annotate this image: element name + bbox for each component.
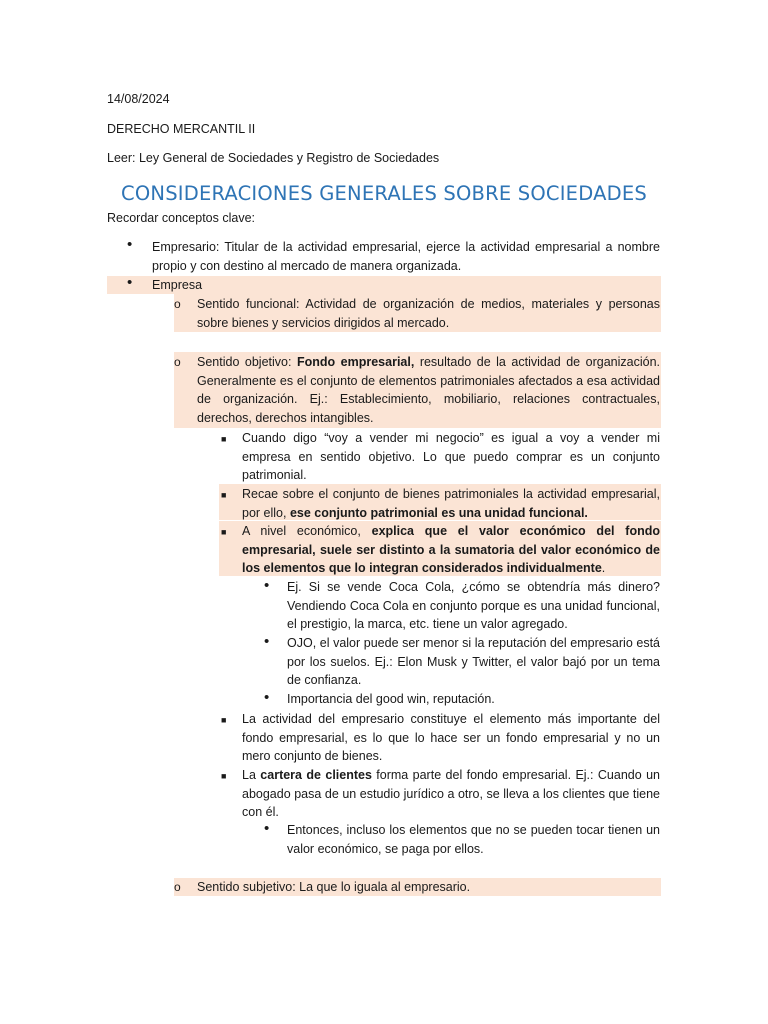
list-item-ojo: OJO, el valor puede ser menor si la reputación del empresario está por los suelos. Ej.: Elon Musk y Twitter, el valor bajó por un tema de confianza. — [287, 636, 660, 688]
square-marker: ■ — [221, 527, 227, 537]
bullet-marker: • — [127, 236, 133, 253]
course-line: DERECHO MERCANTIL II — [107, 122, 256, 136]
list-item-negocio: Cuando digo “voy a vender mi negocio” es igual a voy a vender mi empresa en sentido objetivo. Lo que puedo comprar es un conjunto patrimonial. — [242, 431, 660, 483]
list-item-intangibles: Entonces, incluso los elementos que no se pueden tocar tienen un valor económico, se paga por ellos. — [287, 823, 660, 856]
list-item-sentido-subjetivo: Sentido subjetivo: La que lo iguala al empresario. — [197, 880, 471, 894]
list-item-good-win: Importancia del good win, reputación. — [287, 692, 495, 706]
list-item-cartera: La cartera de clientes forma parte del fondo empresarial. Ej.: Cuando un abogado pasa de un estudio jurídico a otro, se lleva a los clientes que tiene con él. — [242, 768, 660, 820]
reading-line: Leer: Ley General de Sociedades y Registro de Sociedades — [107, 151, 440, 165]
list-item-empresa: Empresa — [152, 278, 203, 292]
bullet-marker: • — [264, 820, 270, 837]
bullet-marker: • — [127, 274, 133, 291]
circle-marker: o — [174, 355, 181, 369]
circle-marker: o — [174, 297, 181, 311]
list-item-economico: A nivel económico, explica que el valor económico del fondo empresarial, suele ser distinto a la sumatoria del valor económico de los elementos que lo integran considerados individualmente. — [242, 524, 660, 576]
square-marker: ■ — [221, 434, 227, 444]
page-title: CONSIDERACIONES GENERALES SOBRE SOCIEDADES — [121, 182, 647, 205]
bullet-marker: • — [264, 689, 270, 706]
square-marker: ■ — [221, 771, 227, 781]
list-item-coca-cola: Ej. Si se vende Coca Cola, ¿cómo se obtendría más dinero? Vendiendo Coca Cola en conjunto porque es una unidad funcional, el prestigio, la marca, etc. tiene un valor agregado. — [287, 580, 660, 632]
list-item-recae: Recae sobre el conjunto de bienes patrimoniales la actividad empresarial, por ello, ese conjunto patrimonial es una unidad funcional. — [242, 487, 660, 520]
list-item-sentido-objetivo: Sentido objetivo: Fondo empresarial, resultado de la actividad de organización. Generalmente es el conjunto de elementos patrimoniales afectados a esa actividad de organización. Ej.: Establecimiento, mobiliario, relaciones contractuales, derechos, derechos intangibles. — [197, 355, 660, 425]
date-line: 14/08/2024 — [107, 92, 170, 106]
circle-marker: o — [174, 880, 181, 894]
bullet-marker: • — [264, 577, 270, 594]
square-marker: ■ — [221, 715, 227, 725]
intro-line: Recordar conceptos clave: — [107, 211, 255, 225]
list-item-sentido-funcional: Sentido funcional: Actividad de organización de medios, materiales y personas sobre bienes y servicios dirigidos al mercado. — [197, 297, 660, 330]
list-item-empresario: Empresario: Titular de la actividad empresarial, ejerce la actividad empresarial a nombre propio y con destino al mercado de manera organizada. — [152, 240, 660, 273]
square-marker: ■ — [221, 490, 227, 500]
bullet-marker: • — [264, 633, 270, 650]
list-item-actividad: La actividad del empresario constituye el elemento más importante del fondo empresarial, es lo que lo hace ser un fondo empresarial y no un mero conjunto de bienes. — [242, 712, 660, 764]
